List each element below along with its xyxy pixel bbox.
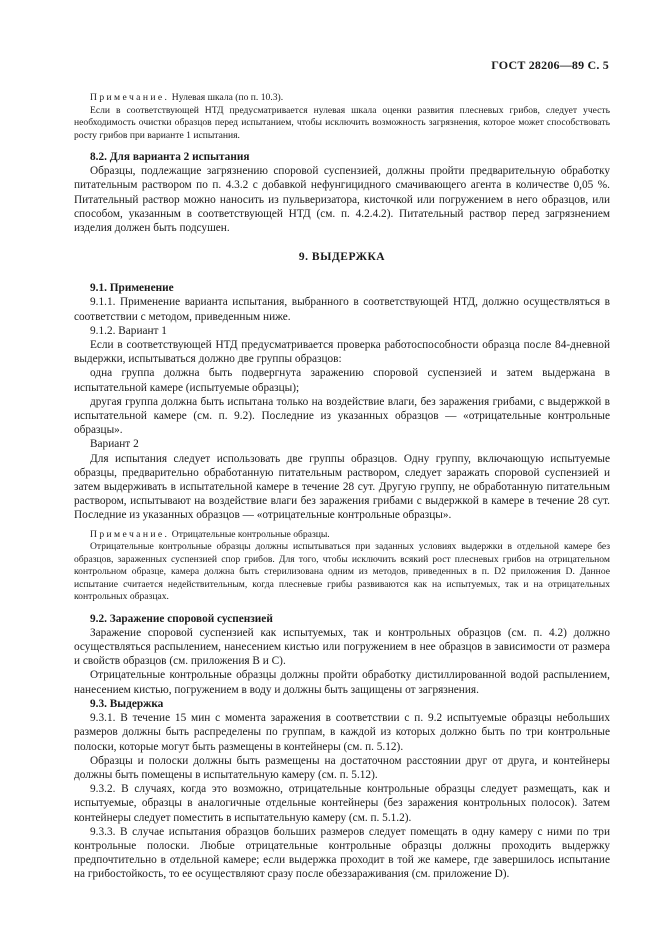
note-title: Отрицательные контрольные образцы.: [171, 528, 330, 540]
paragraph-9-1-1: 9.1.1. Применение варианта испытания, выбранного в соответствующей НТД, должно осуществляться в соответствии с методом, приведенным ниже.: [74, 296, 610, 323]
note-title: Нулевая шкала (по п. 10.3).: [171, 92, 284, 103]
paragraph-9-1-2-a: Если в соответствующей НТД предусматривается проверка работоспособности образца после 84-дневной выдержки, испытываться должно две группы образцов:: [74, 339, 610, 366]
section-9-1-heading: 9.1. Применение: [90, 282, 174, 295]
paragraph-9-3-3: 9.3.3. В случае испытания образцов больших размеров следует помещать в одну камеру с ними по три контрольные полоски. Любые отрицательные контрольные образцы должны проходить выдержку предпочтительно в отдельной камере; если выдержка проходит в той же камере, где завершилось испытание на грибостойкость, то ее осуществляют сразу после обеззараживания (см. приложение D).: [74, 825, 610, 881]
paragraph-9-3-2: 9.3.2. В случаях, когда это возможно, отрицательные контрольные образцы следует размещать, как и испытуемые, образцы в аналогичные отдельные контейнеры (без заражения контрольных полосок). Затем контейнеры следует поместить в испытательную камеру (см. п. 5.1.2).: [74, 783, 610, 824]
paragraph-9-3-1: 9.3.1. В течение 15 мин с момента заражения в соответствии с п. 9.2 испытуемые образцы небольших размеров должны быть распределены по группам, в каждой из которых должно быть по три контрольные полоски, которые могут быть размещены в контейнеры (см. п. 5.12).: [74, 712, 610, 753]
note-zero-scale: [74, 92, 610, 142]
paragraph-9-1-2-title: 9.1.2. Вариант 1: [90, 324, 167, 337]
page-content: [74, 92, 610, 882]
note-label: Примечание.: [90, 92, 170, 103]
note-body: Отрицательные контрольные образцы должны испытываться при заданных условиях выдержки в отдельной камере без образцов, зараженных суспензией спор грибов. Для того, чтобы исключить всякий рост плесневых грибов на отрицательном контрольном образце, камера должна быть стерилизована одним из методов, приведенных в п. D2 приложения D. Данное испытание считается недействительным, когда плесневые грибы развиваются как на испытуемых, так и на отрицательных контрольных образцах.: [74, 541, 610, 603]
section-8-2-heading: 8.2. Для варианта 2 испытания: [90, 151, 250, 163]
note-negative-controls: [74, 529, 610, 604]
note-label: Примечание.: [90, 528, 170, 540]
section-9-2-heading: 9.2. Заражение споровой суспензией: [90, 612, 273, 625]
section-9-title: 9. ВЫДЕРЖКА: [298, 251, 386, 264]
note-body: Если в соответствующей НТД предусматривается нулевая шкала оценки развития плесневых грибов, следует учесть необходимость очистки образцов перед испытанием, чтобы исключить возможность загрязнения, которое может способствовать росту грибов при варианте 1 испытания.: [74, 104, 610, 141]
variant-2-title: Вариант 2: [90, 438, 139, 451]
section-9-3-heading: 9.3. Выдержка: [90, 697, 164, 710]
section-8-2-paragraph: Образцы, подлежащие загрязнению споровой суспензией, должны пройти предварительную обработку питательным раствором по п. 4.3.2 с добавкой нефунгицидного смачивающего агента в количестве 0,05 %. Питательный раствор можно наносить из пульверизатора, кисточкой или погружением в него образцов, или способом, указанным в соответствующей НТД (см. п. 4.2.4.2). Питательный раствор перед загрязнением изделия должен быть подсушен.: [74, 165, 610, 235]
page-header: ГОСТ 28206—89 С. 5: [491, 58, 609, 72]
section-9-2-paragraph-1: Заражение споровой суспензией как испытуемых, так и контрольных образцов (см. п. 4.2) должно осуществляться распылением, нанесением кистью или погружением в нее образцов в зависимости от размера и свойств образцов (см. приложения В и С).: [74, 626, 610, 668]
paragraph-9-3-1-b: Образцы и полоски должны быть размещены на достаточном расстоянии друг от друга, и контейнеры должны быть помещены в испытательную камеру (см. п. 5.12).: [74, 754, 610, 781]
variant-2-paragraph: Для испытания следует использовать две группы образцов. Одну группу, включающую испытуемые образцы, предварительно обработанную питательным раствором, следует заражать споровой суспензией и затем выдерживать в испытательной камере в течение 28 сут. Другую группу, не обработанную питательным раствором, испытывают на воздействие влаги без заражения грибами с выдержкой в камере в течение 28 сут. Последние из указанных образцов — «отрицательные контрольные образцы».: [74, 452, 610, 522]
paragraph-9-1-2-b: одна группа должна быть подвергнута заражению споровой суспензией и затем выдержана в испытательной камере (испытуемые образцы);: [74, 367, 610, 394]
paragraph-9-1-2-c: другая группа должна быть испытана только на воздействие влаги, без заражения грибами, с выдержкой в испытательной камере (см. п. 9.2). Последние из указанных образцов — «отрицательные контрольные образцы».: [74, 395, 610, 437]
section-9-2-paragraph-2: Отрицательные контрольные образцы должны пройти обработку дистиллированной водой распылением, нанесением кистью, погружением в воду и должны быть защищены от загрязнения.: [74, 669, 610, 696]
